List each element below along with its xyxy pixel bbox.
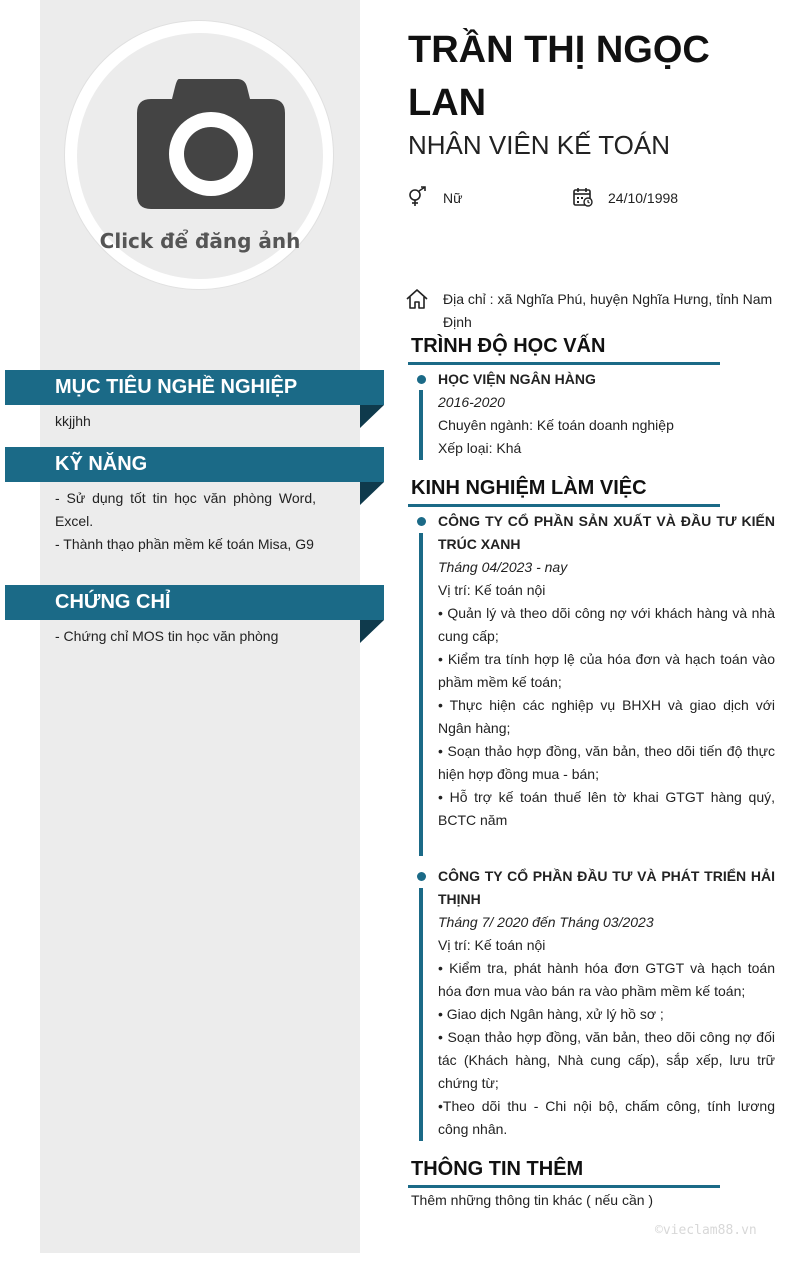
education-grade: Xếp loại: Khá [438, 440, 522, 456]
avatar-upload[interactable] [64, 20, 334, 290]
experience-timeline [419, 888, 423, 1141]
objective-header [5, 370, 384, 405]
certificate-item: - Chứng chỉ MOS tin học văn phòng [55, 628, 279, 644]
duty-item: • Quản lý và theo dõi công nợ với khách hàng và nhà cung cấp; [438, 605, 775, 644]
education-timeline [419, 390, 423, 460]
duty-item: • Thực hiện các nghiệp vụ BHXH và giao dịch với Ngân hàng; [438, 697, 775, 736]
additional-rule [408, 1185, 720, 1188]
certificates-header [5, 585, 384, 620]
school-name: HỌC VIỆN NGÂN HÀNG [438, 371, 596, 387]
education-rule [408, 362, 720, 365]
company-name: CÔNG TY CỔ PHẦN SẢN XUẤT VÀ ĐẦU TƯ KIẾN TRÚC XANH [438, 513, 775, 552]
experience-rule [408, 504, 720, 507]
education-title: TRÌNH ĐỘ HỌC VẤN [411, 335, 606, 357]
experience-entry [438, 865, 775, 1141]
skill-item: - Sử dụng tốt tin học văn phòng Word, Excel. [55, 490, 316, 529]
experience-position: Vị trí: Kế toán nội [438, 937, 546, 953]
experience-period: Tháng 04/2023 - nay [438, 559, 568, 575]
birthdate-value: 24/10/1998 [608, 190, 679, 206]
avatar-placeholder [77, 33, 323, 279]
experience-bullet [417, 517, 426, 526]
job-title: NHÂN VIÊN KẾ TOÁN [408, 130, 670, 160]
skills-title: KỸ NĂNG [55, 453, 148, 475]
address: Địa chỉ : xã Nghĩa Phú, huyện Nghĩa Hưng, tỉnh Nam Định [443, 291, 773, 330]
objective-content: kkjjhh [55, 413, 91, 429]
certificates-ribbon-fold [360, 620, 384, 643]
home-icon [406, 288, 428, 310]
duty-item: • Giao dịch Ngân hàng, xử lý hồ sơ ; [438, 1006, 664, 1022]
education-entry [438, 368, 775, 460]
calendar-icon [572, 186, 594, 208]
experience-period: Tháng 7/ 2020 đến Tháng 03/2023 [438, 914, 654, 930]
duty-item: • Kiểm tra, phát hành hóa đơn GTGT và hạch toán hóa đơn mua vào bán ra vào phầm mềm kế toán; [438, 960, 775, 999]
certificates-list [55, 625, 316, 648]
company-name: CÔNG TY CỔ PHẦN ĐẦU TƯ VÀ PHÁT TRIỂN HẢI THỊNH [438, 868, 775, 907]
duty-item: • Kiểm tra tính hợp lệ của hóa đơn và hạch toán vào phầm mềm kế toán; [438, 651, 775, 690]
additional-title: THÔNG TIN THÊM [411, 1158, 584, 1180]
candidate-name: TRẦN THỊ NGỌC LAN [408, 29, 710, 124]
objective-ribbon-fold [360, 405, 384, 428]
skills-header [5, 447, 384, 482]
watermark: ©vieclam88.vn [655, 1223, 757, 1238]
duty-item: • Soạn thảo hợp đồng, văn bản, theo dõi tiến độ thực hiện hợp đồng mua - bán; [438, 743, 775, 782]
duty-item: • Hỗ trợ kế toán thuế lên tờ khai GTGT hàng quý, BCTC năm [438, 789, 775, 828]
duty-item: •Theo dõi thu - Chi nội bộ, chấm công, tính lương công nhân. [438, 1098, 775, 1137]
education-major: Chuyên ngành: Kế toán doanh nghiệp [438, 417, 674, 433]
gender-value: Nữ [443, 190, 463, 206]
experience-title: KINH NGHIỆM LÀM VIỆC [411, 477, 647, 499]
skills-ribbon-fold [360, 482, 384, 505]
certificates-title: CHỨNG CHỈ [55, 591, 171, 613]
education-bullet [417, 375, 426, 384]
objective-title: MỤC TIÊU NGHỀ NGHIỆP [55, 376, 298, 398]
avatar-upload-label: Click để đăng ảnh [99, 229, 301, 253]
experience-bullet [417, 872, 426, 881]
education-period: 2016-2020 [438, 394, 505, 410]
experience-position: Vị trí: Kế toán nội [438, 582, 546, 598]
experience-entry [438, 510, 775, 832]
duty-item: • Soạn thảo hợp đồng, văn bản, theo dõi công nợ đối tác (Khách hàng, Nhà cung cấp), sắp xếp, lưu trữ chứng từ; [438, 1029, 775, 1091]
additional-content: Thêm những thông tin khác ( nếu cần ) [411, 1192, 654, 1208]
camera-icon [137, 79, 285, 209]
experience-timeline [419, 533, 423, 856]
gender-icon [407, 186, 429, 208]
skill-item: - Thành thạo phần mềm kế toán Misa, G9 [55, 536, 314, 552]
skills-list [55, 487, 316, 556]
